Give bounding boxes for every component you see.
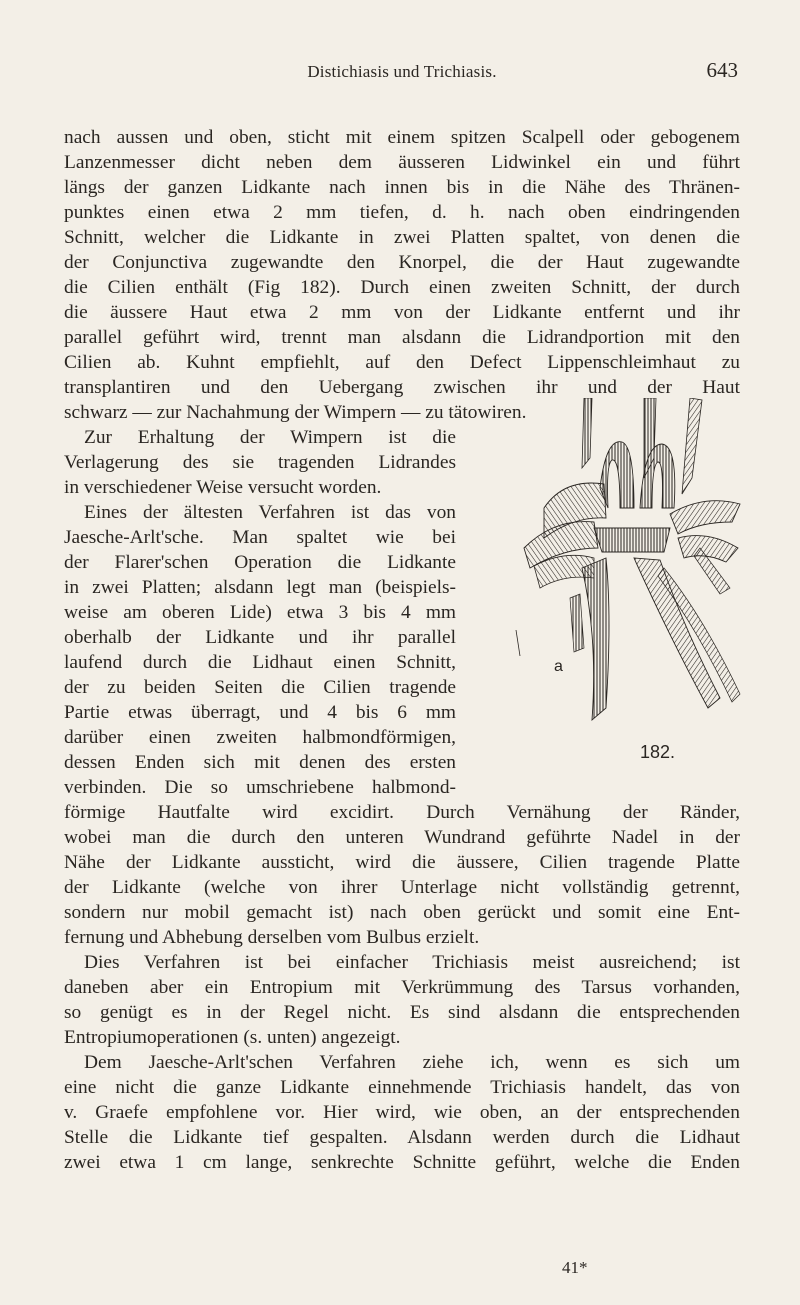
text-line: dessen Enden sich mit denen des ersten	[64, 752, 456, 773]
eyelid-illustration	[494, 398, 750, 744]
text-line: laufend durch die Lidhaut einen Schnitt,	[64, 652, 456, 673]
text-line: Nähe der Lidkante aussticht, wird die äussere, Cilien tragende Platte	[64, 852, 740, 873]
page-number: 643	[706, 58, 738, 82]
text-line: so genügt es in der Regel nicht. Es sind alsdann die entsprechenden	[64, 1002, 740, 1023]
text-line: v. Graefe empfohlene vor. Hier wird, wie oben, an der entsprechenden	[64, 1102, 740, 1123]
text-line: daneben aber ein Entropium mit Verkrümmung des Tarsus vorhanden,	[64, 977, 740, 998]
text-line: die Cilien enthält (Fig 182). Durch einen zweiten Schnitt, der durch	[64, 277, 740, 298]
text-line: parallel geführt wird, trennt man alsdann die Lidrandportion mit den	[64, 327, 740, 348]
text-line: oberhalb der Lidkante und ihr parallel	[64, 627, 456, 648]
text-line: Entropiumoperationen (s. unten) angezeigt.	[64, 1027, 401, 1048]
text-line: Dies Verfahren ist bei einfacher Trichiasis meist ausreichend; ist	[84, 952, 740, 973]
text-line: Dem Jaesche-Arlt'schen Verfahren ziehe ich, wenn es sich um	[84, 1052, 740, 1073]
text-line: der Lidkante (welche von ihrer Unterlage nicht vollständig getrennt,	[64, 877, 740, 898]
text-line: Eines der ältesten Verfahren ist das von	[84, 502, 456, 523]
text-line: schwarz — zur Nachahmung der Wimpern — zu tätowiren.	[64, 402, 527, 423]
text-line: darüber einen zweiten halbmondförmigen,	[64, 727, 456, 748]
figure-number: 182.	[640, 742, 676, 762]
text-line: längs der ganzen Lidkante nach innen bis in die Nähe des Thränen-	[64, 177, 740, 198]
text-line: Cilien ab. Kuhnt empfiehlt, auf den Defect Lippenschleimhaut zu	[64, 352, 740, 373]
signature-mark: 41*	[562, 1258, 588, 1277]
text-line: fernung und Abhebung derselben vom Bulbus erzielt.	[64, 927, 480, 948]
text-line: der zu beiden Seiten die Cilien tragende	[64, 677, 456, 698]
text-line: Schnitt, welcher die Lidkante in zwei Platten spaltet, von denen die	[64, 227, 740, 248]
text-line: nach aussen und oben, sticht mit einem spitzen Scalpell oder gebogenem	[64, 127, 740, 148]
text-line: Stelle die Lidkante tief gespalten. Alsdann werden durch die Lidhaut	[64, 1127, 740, 1148]
text-line: Jaesche-Arlt'sche. Man spaltet wie bei	[64, 527, 456, 548]
text-line: punktes einen etwa 2 mm tiefen, d. h. nach oben eindringenden	[64, 202, 740, 223]
text-line: weise am oberen Lide) etwa 3 bis 4 mm	[64, 602, 456, 623]
text-line: Lanzenmesser dicht neben dem äusseren Lidwinkel ein und führt	[64, 152, 740, 173]
text-line: Partie etwas überragt, und 4 bis 6 mm	[64, 702, 456, 723]
text-line: sondern nur mobil gemacht ist) nach oben gerückt und somit eine Ent-	[64, 902, 740, 923]
page-header	[64, 58, 740, 88]
text-line: Verlagerung des sie tragenden Lidrandes	[64, 452, 456, 473]
text-line: Zur Erhaltung der Wimpern ist die	[84, 427, 456, 448]
text-line: in zwei Platten; alsdann legt man (beispiels-	[64, 577, 456, 598]
text-line: in verschiedener Weise versucht worden.	[64, 477, 382, 498]
text-line: der Flarer'schen Operation die Lidkante	[64, 552, 456, 573]
text-line: förmige Hautfalte wird excidirt. Durch Vernähung der Ränder,	[64, 802, 740, 823]
running-title: Distichiasis und Trichiasis.	[307, 62, 497, 81]
text-line: transplantiren und den Uebergang zwischen ihr und der Haut	[64, 377, 740, 398]
text-line: verbinden. Die so umschriebene halbmond-	[64, 777, 456, 798]
text-line: zwei etwa 1 cm lange, senkrechte Schnitte geführt, welche die Enden	[64, 1152, 740, 1173]
text-line: wobei man die durch den unteren Wundrand geführte Nadel in der	[64, 827, 740, 848]
text-line: der Conjunctiva zugewandte den Knorpel, die der Haut zugewandte	[64, 252, 740, 273]
text-line: die äussere Haut etwa 2 mm von der Lidkante entfernt und ihr	[64, 302, 740, 323]
figure-label-a: a	[554, 658, 563, 675]
text-line: eine nicht die ganze Lidkante einnehmende Trichiasis handelt, das von	[64, 1077, 740, 1098]
